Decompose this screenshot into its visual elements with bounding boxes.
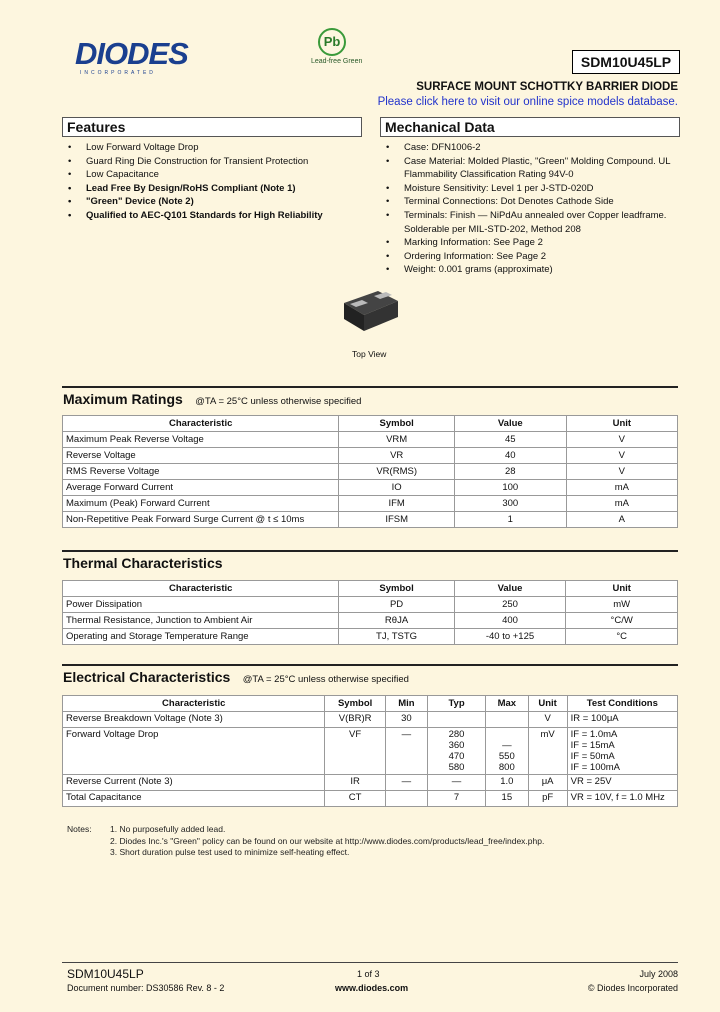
value-cell: V [566,464,677,480]
feature-item: • "Green" Device (Note 2) [62,195,362,209]
table-row [63,512,678,528]
value-cell: °C [566,629,678,645]
value-cell: mV [528,728,567,775]
characteristic-cell: Total Capacitance [63,791,325,807]
value-cell: -40 to +125 [454,629,566,645]
value-cell: VR [339,448,455,464]
logo-subtitle: INCORPORATED [80,70,156,76]
characteristic-cell: Average Forward Current [63,480,339,496]
table-row [63,597,678,613]
value-cell [486,712,529,728]
mechanical-list [380,141,680,277]
value-cell [385,791,427,807]
value-cell: — [428,775,486,791]
value-cell: CT [325,791,385,807]
notes-list [110,824,680,859]
mechanical-item: • Weight: 0.001 grams (approximate) [380,263,680,277]
column-header: Characteristic [63,416,339,432]
notes-label: Notes: [67,824,92,834]
value-cell: 100 [454,480,566,496]
table-row [63,464,678,480]
characteristic-cell: Reverse Breakdown Voltage (Note 3) [63,712,325,728]
mechanical-item: • Moisture Sensitivity: Level 1 per J-STD-020D [380,182,680,196]
package-image [340,285,400,335]
max-ratings-heading [63,391,361,409]
characteristic-cell: Maximum (Peak) Forward Current [63,496,339,512]
note-item: 1. No purposefully added lead. [110,824,226,834]
footer-date: July 2008 [639,969,678,979]
feature-item: • Guard Ring Die Construction for Transient Protection [62,155,362,169]
features-header [62,117,362,137]
table-row [63,496,678,512]
mechanical-title: Mechanical Data [385,119,495,135]
value-cell: 1 [454,512,566,528]
value-cell: pF [528,791,567,807]
value-cell: 250 [454,597,566,613]
value-cell: 280 360 470 580 [428,728,486,775]
value-cell: 300 [454,496,566,512]
column-header: Value [454,416,566,432]
mechanical-item: • Terminals: Finish — NiPdAu annealed over Copper leadframe. Solderable per MIL-STD-202, Method 208 [380,209,680,236]
value-cell: V [528,712,567,728]
spice-models-link[interactable]: Please click here to visit our online spice models database. [377,96,678,108]
mechanical-item: • Case: DFN1006-2 [380,141,680,155]
characteristic-cell: Reverse Voltage [63,448,339,464]
mechanical-item: • Marking Information: See Page 2 [380,236,680,250]
mechanical-item: • Case Material: Molded Plastic, "Green" Molding Compound. UL Flammability Classification Rating 94V-0 [380,155,680,182]
divider [62,386,678,388]
characteristic-cell: Reverse Current (Note 3) [63,775,325,791]
value-cell: μA [528,775,567,791]
column-header: Symbol [325,696,385,712]
value-cell [428,712,486,728]
value-cell: mA [566,480,677,496]
thermal-heading [63,555,223,573]
thermal-table [62,580,678,645]
pb-label: Pb [323,34,341,49]
value-cell: VR(RMS) [339,464,455,480]
characteristic-cell: Operating and Storage Temperature Range [63,629,339,645]
value-cell: VRM [339,432,455,448]
column-header: Min [385,696,427,712]
table-row [63,775,678,791]
column-header: Value [454,581,566,597]
value-cell: °C/W [566,613,678,629]
table-row [63,629,678,645]
value-cell: IF = 1.0mA IF = 15mA IF = 50mA IF = 100mA [567,728,677,775]
value-cell: IR [325,775,385,791]
value-cell: TJ, TSTG [339,629,454,645]
electrical-condition: @TA = 25°C unless otherwise specified [242,674,409,685]
value-cell: VR = 10V, f = 1.0 MHz [567,791,677,807]
electrical-heading [63,669,409,687]
footer-doc-number: Document number: DS30586 Rev. 8 - 2 [67,983,225,993]
value-cell: PD [339,597,454,613]
divider [62,550,678,552]
value-cell: IR = 100μA [567,712,677,728]
footer-divider [62,962,678,963]
characteristic-cell: Forward Voltage Drop [63,728,325,775]
value-cell: V(BR)R [325,712,385,728]
characteristic-cell: RMS Reverse Voltage [63,464,339,480]
max-ratings-table [62,415,678,528]
max-ratings-title: Maximum Ratings [63,391,183,407]
value-cell: IO [339,480,455,496]
note-item: 3. Short duration pulse test used to minimize self-heating effect. [110,847,350,857]
note-item: 2. Diodes Inc.'s "Green" policy can be found on our website at http://www.diodes.com/products/lead_free/index.php. [110,835,545,846]
features-list [62,141,362,223]
feature-item: • Low Forward Voltage Drop [62,141,362,155]
document-subtitle: SURFACE MOUNT SCHOTTKY BARRIER DIODE [416,81,678,93]
electrical-table [62,695,678,807]
value-cell: V [566,448,677,464]
value-cell: 15 [486,791,529,807]
value-cell: mA [566,496,677,512]
characteristic-cell: Thermal Resistance, Junction to Ambient Air [63,613,339,629]
column-header: Unit [566,416,677,432]
value-cell: 28 [454,464,566,480]
value-cell: V [566,432,677,448]
column-header: Characteristic [63,581,339,597]
feature-item: • Lead Free By Design/RoHS Compliant (Note 1) [62,182,362,196]
thermal-title: Thermal Characteristics [63,555,223,571]
column-header: Test Conditions [567,696,677,712]
part-number: SDM10U45LP [572,50,680,74]
value-cell: IFM [339,496,455,512]
characteristic-cell: Maximum Peak Reverse Voltage [63,432,339,448]
table-row [63,712,678,728]
mechanical-item: • Terminal Connections: Dot Denotes Cathode Side [380,195,680,209]
footer-website[interactable]: www.diodes.com [335,983,409,993]
value-cell: VF [325,728,385,775]
mechanical-item: • Ordering Information: See Page 2 [380,250,680,264]
mechanical-header [380,117,680,137]
table-row [63,613,678,629]
value-cell: 1.0 [486,775,529,791]
lead-free-caption: Lead-free Green [311,58,363,65]
column-header: Characteristic [63,696,325,712]
value-cell: IFSM [339,512,455,528]
table-row [63,432,678,448]
lead-free-icon [318,28,346,56]
feature-item: • Low Capacitance [62,168,362,182]
column-header: Unit [566,581,678,597]
features-title: Features [67,119,126,135]
package-caption: Top View [352,349,387,359]
value-cell: 7 [428,791,486,807]
value-cell: RθJA [339,613,454,629]
table-row [63,480,678,496]
column-header: Symbol [339,416,455,432]
max-ratings-condition: @TA = 25°C unless otherwise specified [195,396,362,407]
diodes-logo: DIODES [75,36,188,71]
characteristic-cell: Non-Repetitive Peak Forward Surge Current @ t ≤ 10ms [63,512,339,528]
value-cell: — [385,728,427,775]
value-cell: VR = 25V [567,775,677,791]
electrical-title: Electrical Characteristics [63,669,231,685]
value-cell: 30 [385,712,427,728]
column-header: Unit [528,696,567,712]
footer-part: SDM10U45LP [67,967,144,981]
column-header: Max [486,696,529,712]
value-cell: — 550 800 [486,728,529,775]
value-cell: A [566,512,677,528]
column-header: Typ [428,696,486,712]
feature-item: • Qualified to AEC-Q101 Standards for High Reliability [62,209,362,223]
value-cell: mW [566,597,678,613]
table-row [63,728,678,775]
column-header: Symbol [339,581,454,597]
value-cell: 40 [454,448,566,464]
value-cell: 45 [454,432,566,448]
footer-copyright: © Diodes Incorporated [587,983,678,993]
value-cell: 400 [454,613,566,629]
divider [62,664,678,666]
table-row [63,791,678,807]
table-row [63,448,678,464]
footer-page: 1 of 3 [357,969,380,979]
value-cell: — [385,775,427,791]
characteristic-cell: Power Dissipation [63,597,339,613]
